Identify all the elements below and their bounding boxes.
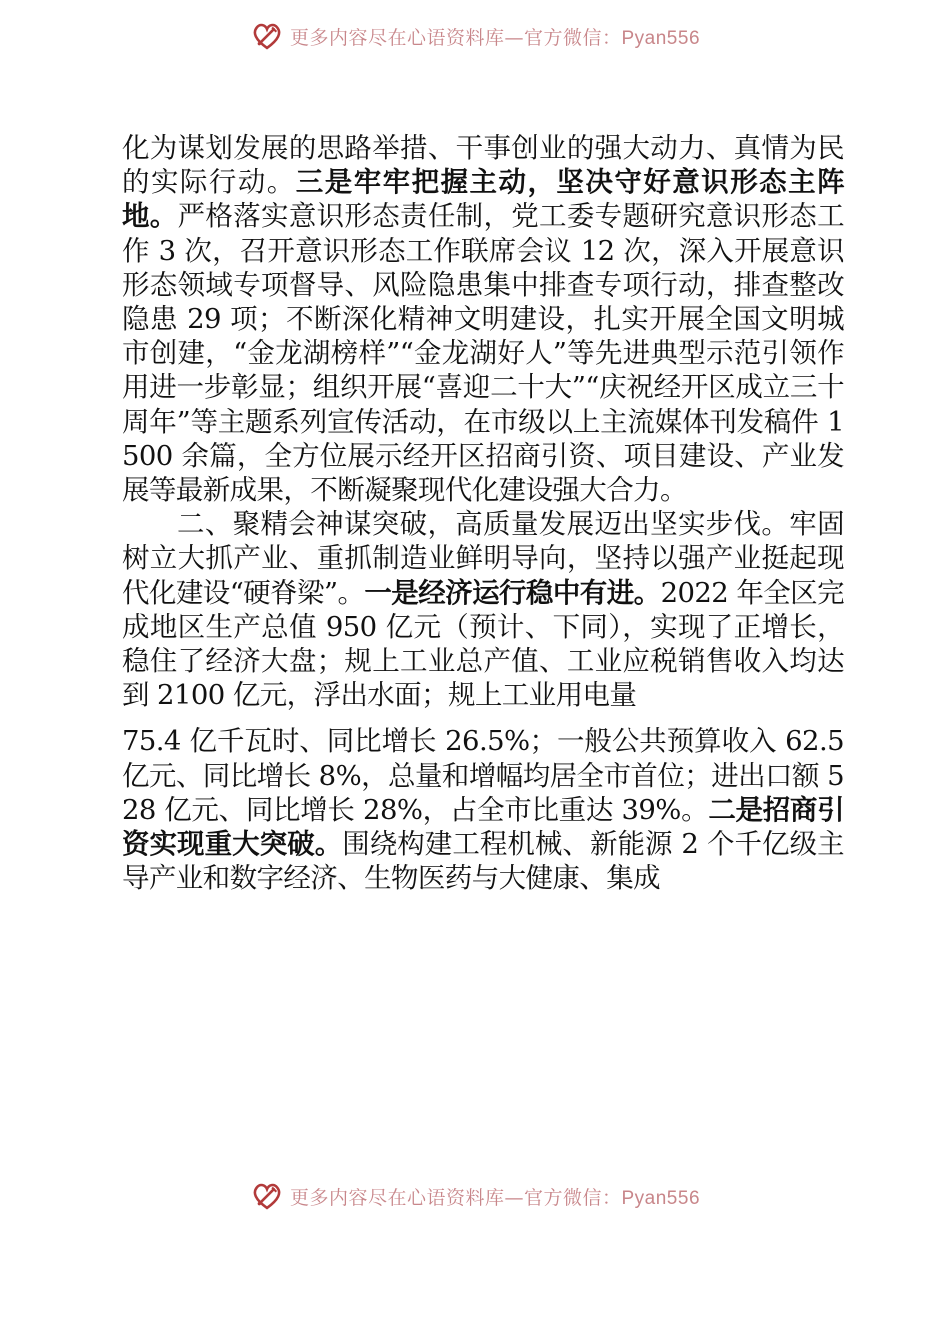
banner-text: 更多内容尽在心语资料库—官方微信：Pyan556 bbox=[289, 1186, 701, 1209]
bold-heading-1: 一是经济运行稳中有进。 bbox=[364, 576, 661, 609]
paragraph-3: 75.4 亿千瓦时、同比增长 26.5%；一般公共预算收入 62.5 亿元、同比增长 8%，总量和增幅均居全市首位；进出口额 528 亿元、同比增长 28%，占全市比重达 39%。二是招商引资实现重大突破。围绕构建工程机械、新能源 2 个千亿级主导产业和数字经济、生物医药与大健康、集成 bbox=[122, 725, 844, 895]
paragraph-2: 二、聚精会神谋突破，高质量发展迈出坚实步伐。牢固树立大抓产业、重抓制造业鲜明导向，坚持以强产业挺起现代化建设“硬脊梁”。一是经济运行稳中有进。2022 年全区完成地区生产总值 950 亿元（预计、下同），实现了正增长，稳住了经济大盘；规上工业总产值、工业应税销售收入均达到 2100 亿元，浮出水面；规上工业用电量 bbox=[122, 508, 844, 712]
paragraph-1: 化为谋划发展的思路举措、干事创业的强大动力、真情为民的实际行动。三是牢牢把握主动，坚决守好意识形态主阵地。严格落实意识形态责任制，党工委专题研究意识形态工作 3 次，召开意识形态工作联席会议 12 次，深入开展意识形态领域专项督导、风险隐患集中排查专项行动，排查整改隐患 29 项；不断深化精神文明建设，扎实开展全国文明城市创建，“金龙湖榜样”“金龙湖好人”等先进典型示范引领作用进一步彰显；组织开展“喜迎二十大”“庆祝经开区成立三十周年”等主题系列宣传活动，在市级以上主流媒体刊发稿件 1500 余篇，全方位展示经开区招商引资、项目建设、产业发展等最新成果，不断凝聚现代化建设强大合力。 bbox=[122, 132, 844, 507]
bold-heading-3: 三是牢牢把握主动，坚决守好意识形态主阵地。 bbox=[122, 166, 844, 233]
header-banner bbox=[0, 16, 950, 56]
footer-banner bbox=[0, 1176, 950, 1216]
heart-pen-logo-icon bbox=[250, 1179, 284, 1213]
document-body bbox=[122, 131, 844, 895]
banner-text: 更多内容尽在心语资料库—官方微信：Pyan556 bbox=[289, 26, 701, 49]
heart-pen-logo-icon bbox=[250, 19, 284, 53]
bold-heading-2: 二是招商引资实现重大突破。 bbox=[122, 793, 844, 861]
